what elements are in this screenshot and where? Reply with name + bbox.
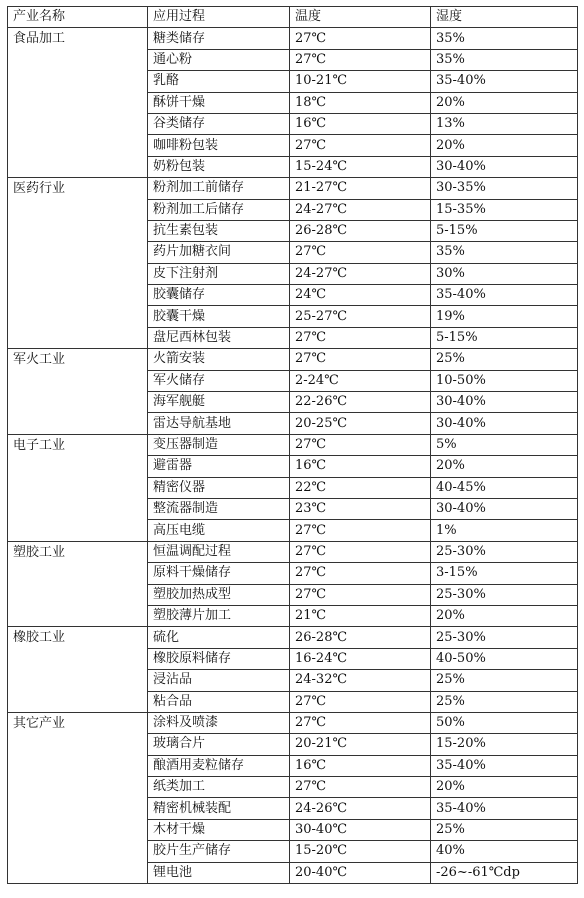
process-cell: 原料干燥储存: [148, 563, 290, 584]
temperature-cell: 20-40℃: [290, 862, 431, 883]
process-cell: 精密机械装配: [148, 798, 290, 819]
temperature-cell: 27℃: [290, 28, 431, 49]
temperature-cell: 27℃: [290, 691, 431, 712]
temperature-cell: 27℃: [290, 712, 431, 733]
humidity-cell: 35%: [431, 49, 578, 70]
process-cell: 高压电缆: [148, 520, 290, 541]
process-cell: 通心粉: [148, 49, 290, 70]
process-cell: 抗生素包装: [148, 220, 290, 241]
process-cell: 乳酪: [148, 71, 290, 92]
process-cell: 整流器制造: [148, 498, 290, 519]
temperature-cell: 27℃: [290, 434, 431, 455]
temperature-cell: 18℃: [290, 92, 431, 113]
humidity-cell: 25%: [431, 670, 578, 691]
table-row: [8, 627, 578, 648]
industry-cell: 其它产业: [8, 712, 148, 883]
process-cell: 涂料及喷漆: [148, 712, 290, 733]
humidity-cell: 10-50%: [431, 370, 578, 391]
process-cell: 玻璃合片: [148, 734, 290, 755]
header-temperature: 温度: [290, 7, 431, 28]
humidity-cell: 20%: [431, 605, 578, 626]
temperature-cell: 15-24℃: [290, 156, 431, 177]
process-cell: 奶粉包装: [148, 156, 290, 177]
temperature-cell: 30-40℃: [290, 819, 431, 840]
process-cell: 锂电池: [148, 862, 290, 883]
process-cell: 木材干燥: [148, 819, 290, 840]
process-cell: 海军舰艇: [148, 392, 290, 413]
process-cell: 火箭安装: [148, 349, 290, 370]
humidity-cell: 30%: [431, 263, 578, 284]
table-row: [8, 178, 578, 199]
humidity-cell: 20%: [431, 92, 578, 113]
header-humidity: 湿度: [431, 7, 578, 28]
temperature-cell: 26-28℃: [290, 627, 431, 648]
temperature-cell: 16-24℃: [290, 648, 431, 669]
table-row: [8, 434, 578, 455]
temperature-cell: 2-24℃: [290, 370, 431, 391]
temperature-cell: 24-26℃: [290, 798, 431, 819]
temperature-cell: 20-21℃: [290, 734, 431, 755]
industry-cell: 医药行业: [8, 178, 148, 349]
header-process: 应用过程: [148, 7, 290, 28]
header-industry: 产业名称: [8, 7, 148, 28]
temperature-cell: 22℃: [290, 477, 431, 498]
process-cell: 橡胶原料储存: [148, 648, 290, 669]
humidity-cell: 30-40%: [431, 498, 578, 519]
table-row: [8, 349, 578, 370]
header-row: [8, 7, 578, 28]
temperature-cell: 24℃: [290, 285, 431, 306]
humidity-cell: 40%: [431, 841, 578, 862]
humidity-cell: 3-15%: [431, 563, 578, 584]
humidity-cell: 20%: [431, 135, 578, 156]
table-row: [8, 541, 578, 562]
process-cell: 酿酒用麦粒储存: [148, 755, 290, 776]
temperature-cell: 23℃: [290, 498, 431, 519]
process-cell: 避雷器: [148, 456, 290, 477]
humidity-cell: 35-40%: [431, 798, 578, 819]
humidity-cell: 30-40%: [431, 413, 578, 434]
industry-cell: 电子工业: [8, 434, 148, 541]
temperature-cell: 27℃: [290, 584, 431, 605]
humidity-cell: 50%: [431, 712, 578, 733]
humidity-cell: 15-35%: [431, 199, 578, 220]
temperature-cell: 20-25℃: [290, 413, 431, 434]
humidity-cell: 25-30%: [431, 627, 578, 648]
table-body: [8, 28, 578, 884]
table-row: [8, 712, 578, 733]
temperature-cell: 22-26℃: [290, 392, 431, 413]
temperature-cell: 15-20℃: [290, 841, 431, 862]
process-cell: 胶囊储存: [148, 285, 290, 306]
process-cell: 精密仪器: [148, 477, 290, 498]
temperature-cell: 27℃: [290, 327, 431, 348]
process-cell: 皮下注射剂: [148, 263, 290, 284]
temperature-cell: 27℃: [290, 242, 431, 263]
humidity-cell: 25%: [431, 691, 578, 712]
industry-cell: 橡胶工业: [8, 627, 148, 713]
humidity-cell: -26~-61℃dp: [431, 862, 578, 883]
industry-cell: 食品加工: [8, 28, 148, 178]
humidity-cell: 19%: [431, 306, 578, 327]
temperature-cell: 16℃: [290, 113, 431, 134]
humidity-cell: 30-35%: [431, 178, 578, 199]
temperature-cell: 27℃: [290, 135, 431, 156]
process-cell: 糖类储存: [148, 28, 290, 49]
humidity-cell: 5-15%: [431, 327, 578, 348]
humidity-cell: 25%: [431, 819, 578, 840]
process-cell: 塑胶加热成型: [148, 584, 290, 605]
humidity-cell: 25-30%: [431, 584, 578, 605]
temperature-cell: 24-27℃: [290, 199, 431, 220]
process-cell: 军火储存: [148, 370, 290, 391]
table-row: [8, 28, 578, 49]
temperature-cell: 25-27℃: [290, 306, 431, 327]
temperature-cell: 27℃: [290, 349, 431, 370]
humidity-cell: 5-15%: [431, 220, 578, 241]
temperature-cell: 10-21℃: [290, 71, 431, 92]
process-cell: 粉剂加工前储存: [148, 178, 290, 199]
process-cell: 恒温调配过程: [148, 541, 290, 562]
humidity-cell: 35-40%: [431, 285, 578, 306]
humidity-cell: 13%: [431, 113, 578, 134]
humidity-cell: 30-40%: [431, 392, 578, 413]
process-cell: 硫化: [148, 627, 290, 648]
process-cell: 谷类储存: [148, 113, 290, 134]
humidity-cell: 35-40%: [431, 755, 578, 776]
temperature-cell: 27℃: [290, 777, 431, 798]
temperature-cell: 16℃: [290, 456, 431, 477]
humidity-cell: 40-50%: [431, 648, 578, 669]
temperature-cell: 27℃: [290, 541, 431, 562]
humidity-cell: 15-20%: [431, 734, 578, 755]
temperature-cell: 21℃: [290, 605, 431, 626]
process-cell: 胶片生产储存: [148, 841, 290, 862]
humidity-cell: 1%: [431, 520, 578, 541]
process-cell: 变压器制造: [148, 434, 290, 455]
process-cell: 粉剂加工后储存: [148, 199, 290, 220]
process-cell: 药片加糖衣间: [148, 242, 290, 263]
humidity-cell: 40-45%: [431, 477, 578, 498]
humidity-cell: 20%: [431, 777, 578, 798]
humidity-cell: 35-40%: [431, 71, 578, 92]
temperature-cell: 27℃: [290, 563, 431, 584]
humidity-table: [7, 6, 578, 884]
temperature-cell: 21-27℃: [290, 178, 431, 199]
humidity-cell: 20%: [431, 456, 578, 477]
temperature-cell: 26-28℃: [290, 220, 431, 241]
process-cell: 塑胶薄片加工: [148, 605, 290, 626]
humidity-cell: 5%: [431, 434, 578, 455]
temperature-cell: 24-27℃: [290, 263, 431, 284]
temperature-cell: 27℃: [290, 520, 431, 541]
temperature-cell: 27℃: [290, 49, 431, 70]
process-cell: 浸沾品: [148, 670, 290, 691]
humidity-cell: 25%: [431, 349, 578, 370]
humidity-cell: 35%: [431, 242, 578, 263]
process-cell: 酥饼干燥: [148, 92, 290, 113]
humidity-cell: 25-30%: [431, 541, 578, 562]
humidity-cell: 35%: [431, 28, 578, 49]
industry-cell: 塑胶工业: [8, 541, 148, 627]
process-cell: 盘尼西林包装: [148, 327, 290, 348]
process-cell: 雷达导航基地: [148, 413, 290, 434]
process-cell: 胶囊干燥: [148, 306, 290, 327]
process-cell: 纸类加工: [148, 777, 290, 798]
humidity-cell: 30-40%: [431, 156, 578, 177]
temperature-cell: 16℃: [290, 755, 431, 776]
process-cell: 粘合品: [148, 691, 290, 712]
temperature-cell: 24-32℃: [290, 670, 431, 691]
industry-cell: 军火工业: [8, 349, 148, 435]
process-cell: 咖啡粉包装: [148, 135, 290, 156]
